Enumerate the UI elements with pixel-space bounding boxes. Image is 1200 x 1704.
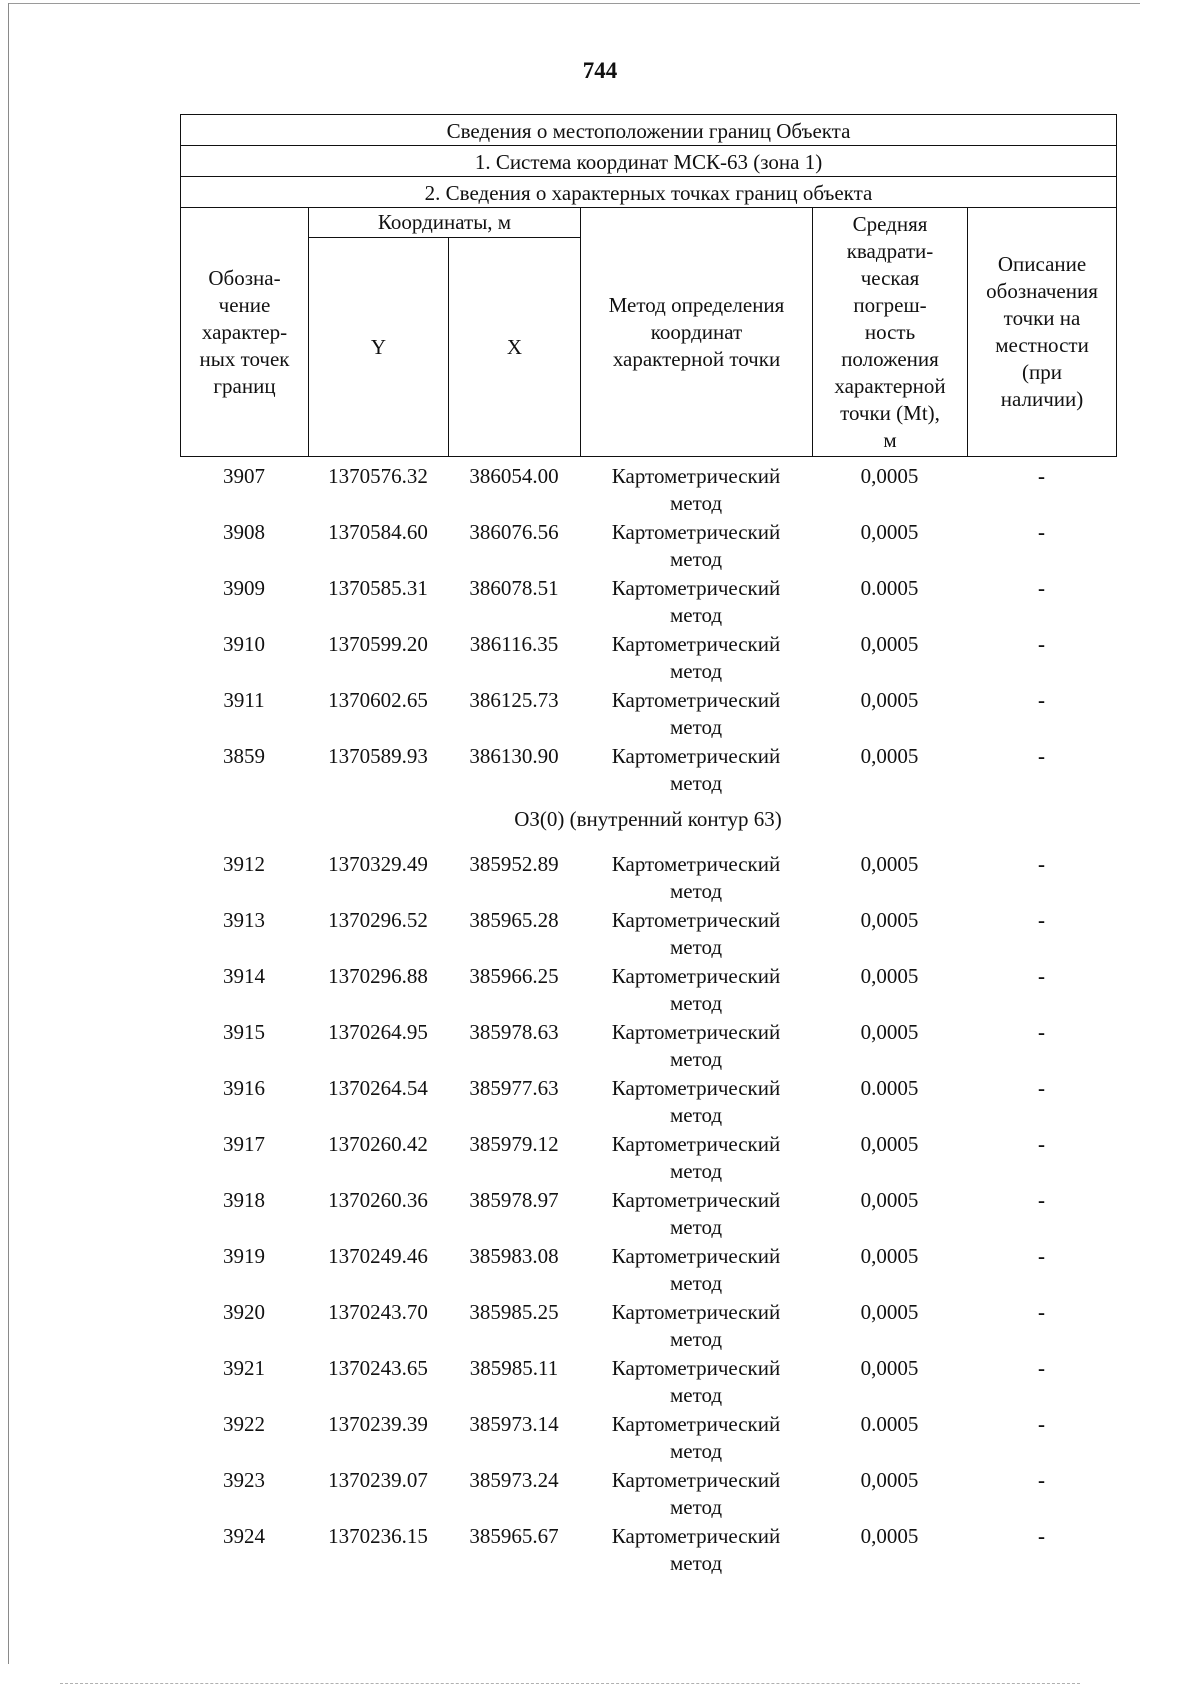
scan-edge-left	[8, 3, 9, 1664]
table-row	[180, 1019, 1116, 1075]
coordinates-list	[180, 463, 1116, 1579]
table-row	[180, 963, 1116, 1019]
coord-system-title: 1. Система координат МСК-63 (зона 1)	[181, 146, 1117, 177]
mean-error: 0,0005	[860, 1244, 919, 1268]
table-row	[180, 1355, 1116, 1411]
mean-error: 0,0005	[860, 908, 919, 932]
method: Картометрический метод	[611, 1020, 781, 1071]
point-id: 3912	[223, 852, 265, 876]
scan-edge-top	[8, 3, 1140, 4]
point-id: 3918	[223, 1188, 265, 1212]
method: Картометрический метод	[611, 1076, 781, 1127]
point-id: 3919	[223, 1244, 265, 1268]
point-id: 3911	[223, 688, 265, 712]
coord-x: 385977.63	[469, 1076, 559, 1100]
point-description: -	[1038, 852, 1045, 876]
table-row	[180, 1243, 1116, 1299]
coord-x: 385978.97	[469, 1188, 559, 1212]
table-row	[180, 743, 1116, 799]
point-description: -	[1038, 1412, 1045, 1436]
point-description: -	[1038, 1244, 1045, 1268]
coord-x: 385985.25	[469, 1300, 559, 1324]
point-description: -	[1038, 632, 1045, 656]
method: Картометрический метод	[611, 576, 781, 627]
table-row	[180, 1467, 1116, 1523]
coord-y: 1370236.15	[328, 1524, 428, 1548]
coord-x: 385966.25	[469, 964, 559, 988]
mean-error: 0,0005	[860, 852, 919, 876]
method: Картометрический метод	[611, 520, 781, 571]
coord-x: 385965.28	[469, 908, 559, 932]
point-description: -	[1038, 520, 1045, 544]
method: Картометрический метод	[611, 1524, 781, 1575]
method: Картометрический метод	[611, 744, 781, 795]
point-description: -	[1038, 688, 1045, 712]
point-id: 3923	[223, 1468, 265, 1492]
table-row	[180, 907, 1116, 963]
method: Картометрический метод	[611, 464, 781, 515]
table-row	[180, 851, 1116, 907]
coord-y: 1370249.46	[328, 1244, 428, 1268]
coord-x: 385965.67	[469, 1524, 559, 1548]
coord-x: 385973.14	[469, 1412, 559, 1436]
method: Картометрический метод	[611, 852, 781, 903]
method: Картометрический метод	[611, 688, 781, 739]
coord-x: 385983.08	[469, 1244, 559, 1268]
mean-error: 0,0005	[860, 1356, 919, 1380]
method: Картометрический метод	[611, 964, 781, 1015]
method: Картометрический метод	[611, 908, 781, 959]
section-title: 2. Сведения о характерных точках границ объекта	[181, 177, 1117, 208]
coord-y: 1370329.49	[328, 852, 428, 876]
col-header-method: Метод определения координат характерной точки	[581, 208, 813, 457]
group-outer-contour	[180, 463, 1116, 799]
coord-y: 1370243.65	[328, 1356, 428, 1380]
coord-x: 386078.51	[469, 576, 559, 600]
point-description: -	[1038, 1020, 1045, 1044]
mean-error: 0,0005	[860, 1132, 919, 1156]
mean-error: 0.0005	[860, 1412, 919, 1436]
coord-x: 385979.12	[469, 1132, 559, 1156]
coord-x: 385952.89	[469, 852, 559, 876]
coord-y: 1370602.65	[328, 688, 428, 712]
mean-error: 0,0005	[860, 1468, 919, 1492]
point-description: -	[1038, 1132, 1045, 1156]
col-header-point: Обозна- чение характер- ных точек границ	[181, 208, 309, 457]
coord-y: 1370264.54	[328, 1076, 428, 1100]
header-table	[180, 114, 1117, 457]
page-number: 744	[582, 58, 618, 83]
table-row	[180, 575, 1116, 631]
coord-x: 385973.24	[469, 1468, 559, 1492]
mean-error: 0.0005	[860, 1076, 919, 1100]
mean-error: 0,0005	[860, 1300, 919, 1324]
coord-y: 1370296.88	[328, 964, 428, 988]
coord-y: 1370243.70	[328, 1300, 428, 1324]
point-id: 3920	[223, 1300, 265, 1324]
table-row	[180, 1523, 1116, 1579]
point-id: 3907	[223, 464, 265, 488]
mean-error: 0,0005	[860, 1524, 919, 1548]
table-row	[180, 1299, 1116, 1355]
table-row	[180, 519, 1116, 575]
col-header-coords: Координаты, м	[309, 208, 581, 238]
point-description: -	[1038, 464, 1045, 488]
contour-label: ОЗ(0) (внутренний контур 63)	[514, 807, 782, 831]
point-description: -	[1038, 744, 1045, 768]
mean-error: 0,0005	[860, 520, 919, 544]
point-id: 3922	[223, 1412, 265, 1436]
point-id: 3859	[223, 744, 265, 768]
table-row	[180, 687, 1116, 743]
col-header-y: Y	[309, 238, 449, 457]
point-description: -	[1038, 1188, 1045, 1212]
point-description: -	[1038, 1356, 1045, 1380]
method: Картометрический метод	[611, 632, 781, 683]
point-description: -	[1038, 1076, 1045, 1100]
point-description: -	[1038, 1300, 1045, 1324]
method: Картометрический метод	[611, 1300, 781, 1351]
table-row	[180, 631, 1116, 687]
coord-y: 1370239.39	[328, 1412, 428, 1436]
point-id: 3924	[223, 1524, 265, 1548]
point-id: 3908	[223, 520, 265, 544]
coord-y: 1370239.07	[328, 1468, 428, 1492]
method: Картометрический метод	[611, 1412, 781, 1463]
mean-error: 0,0005	[860, 1020, 919, 1044]
point-description: -	[1038, 1524, 1045, 1548]
mean-error: 0,0005	[860, 964, 919, 988]
method: Картометрический метод	[611, 1132, 781, 1183]
scan-edge-bottom	[60, 1683, 1080, 1684]
coord-x: 386116.35	[469, 632, 559, 656]
point-id: 3917	[223, 1132, 265, 1156]
coord-y: 1370584.60	[328, 520, 428, 544]
method: Картометрический метод	[611, 1188, 781, 1239]
coord-x: 385985.11	[469, 1356, 559, 1380]
coord-y: 1370599.20	[328, 632, 428, 656]
coord-x: 385978.63	[469, 1020, 559, 1044]
point-id: 3921	[223, 1356, 265, 1380]
point-id: 3914	[223, 964, 265, 988]
point-id: 3909	[223, 576, 265, 600]
table-row	[180, 1187, 1116, 1243]
point-id: 3916	[223, 1076, 265, 1100]
point-description: -	[1038, 964, 1045, 988]
method: Картометрический метод	[611, 1244, 781, 1295]
mean-error: 0,0005	[860, 688, 919, 712]
point-description: -	[1038, 908, 1045, 932]
coord-y: 1370576.32	[328, 464, 428, 488]
mean-error: 0,0005	[860, 464, 919, 488]
coord-y: 1370260.36	[328, 1188, 428, 1212]
coord-y: 1370589.93	[328, 744, 428, 768]
coord-y: 1370296.52	[328, 908, 428, 932]
table-row	[180, 1131, 1116, 1187]
point-description: -	[1038, 1468, 1045, 1492]
mean-error: 0.0005	[860, 576, 919, 600]
coord-x: 386054.00	[469, 464, 559, 488]
coord-y: 1370264.95	[328, 1020, 428, 1044]
col-header-description: Описание обозначения точки на местности (при наличии)	[968, 208, 1117, 457]
point-id: 3915	[223, 1020, 265, 1044]
method: Картометрический метод	[611, 1356, 781, 1407]
mean-error: 0,0005	[860, 744, 919, 768]
col-header-x: X	[449, 238, 581, 457]
group-inner-contour	[180, 851, 1116, 1579]
point-id: 3913	[223, 908, 265, 932]
point-description: -	[1038, 576, 1045, 600]
mean-error: 0,0005	[860, 1188, 919, 1212]
method: Картометрический метод	[611, 1468, 781, 1519]
point-id: 3910	[223, 632, 265, 656]
table-row	[180, 463, 1116, 519]
coord-x: 386125.73	[469, 688, 559, 712]
table-row	[180, 1411, 1116, 1467]
coord-x: 386076.56	[469, 520, 559, 544]
coord-x: 386130.90	[469, 744, 559, 768]
col-header-error: Средняя квадрати- ческая погреш- ность положения характерной точки (Mt), м	[813, 208, 968, 457]
coord-y: 1370585.31	[328, 576, 428, 600]
coord-y: 1370260.42	[328, 1132, 428, 1156]
mean-error: 0,0005	[860, 632, 919, 656]
table-title: Сведения о местоположении границ Объекта	[181, 115, 1117, 146]
table-row	[180, 1075, 1116, 1131]
